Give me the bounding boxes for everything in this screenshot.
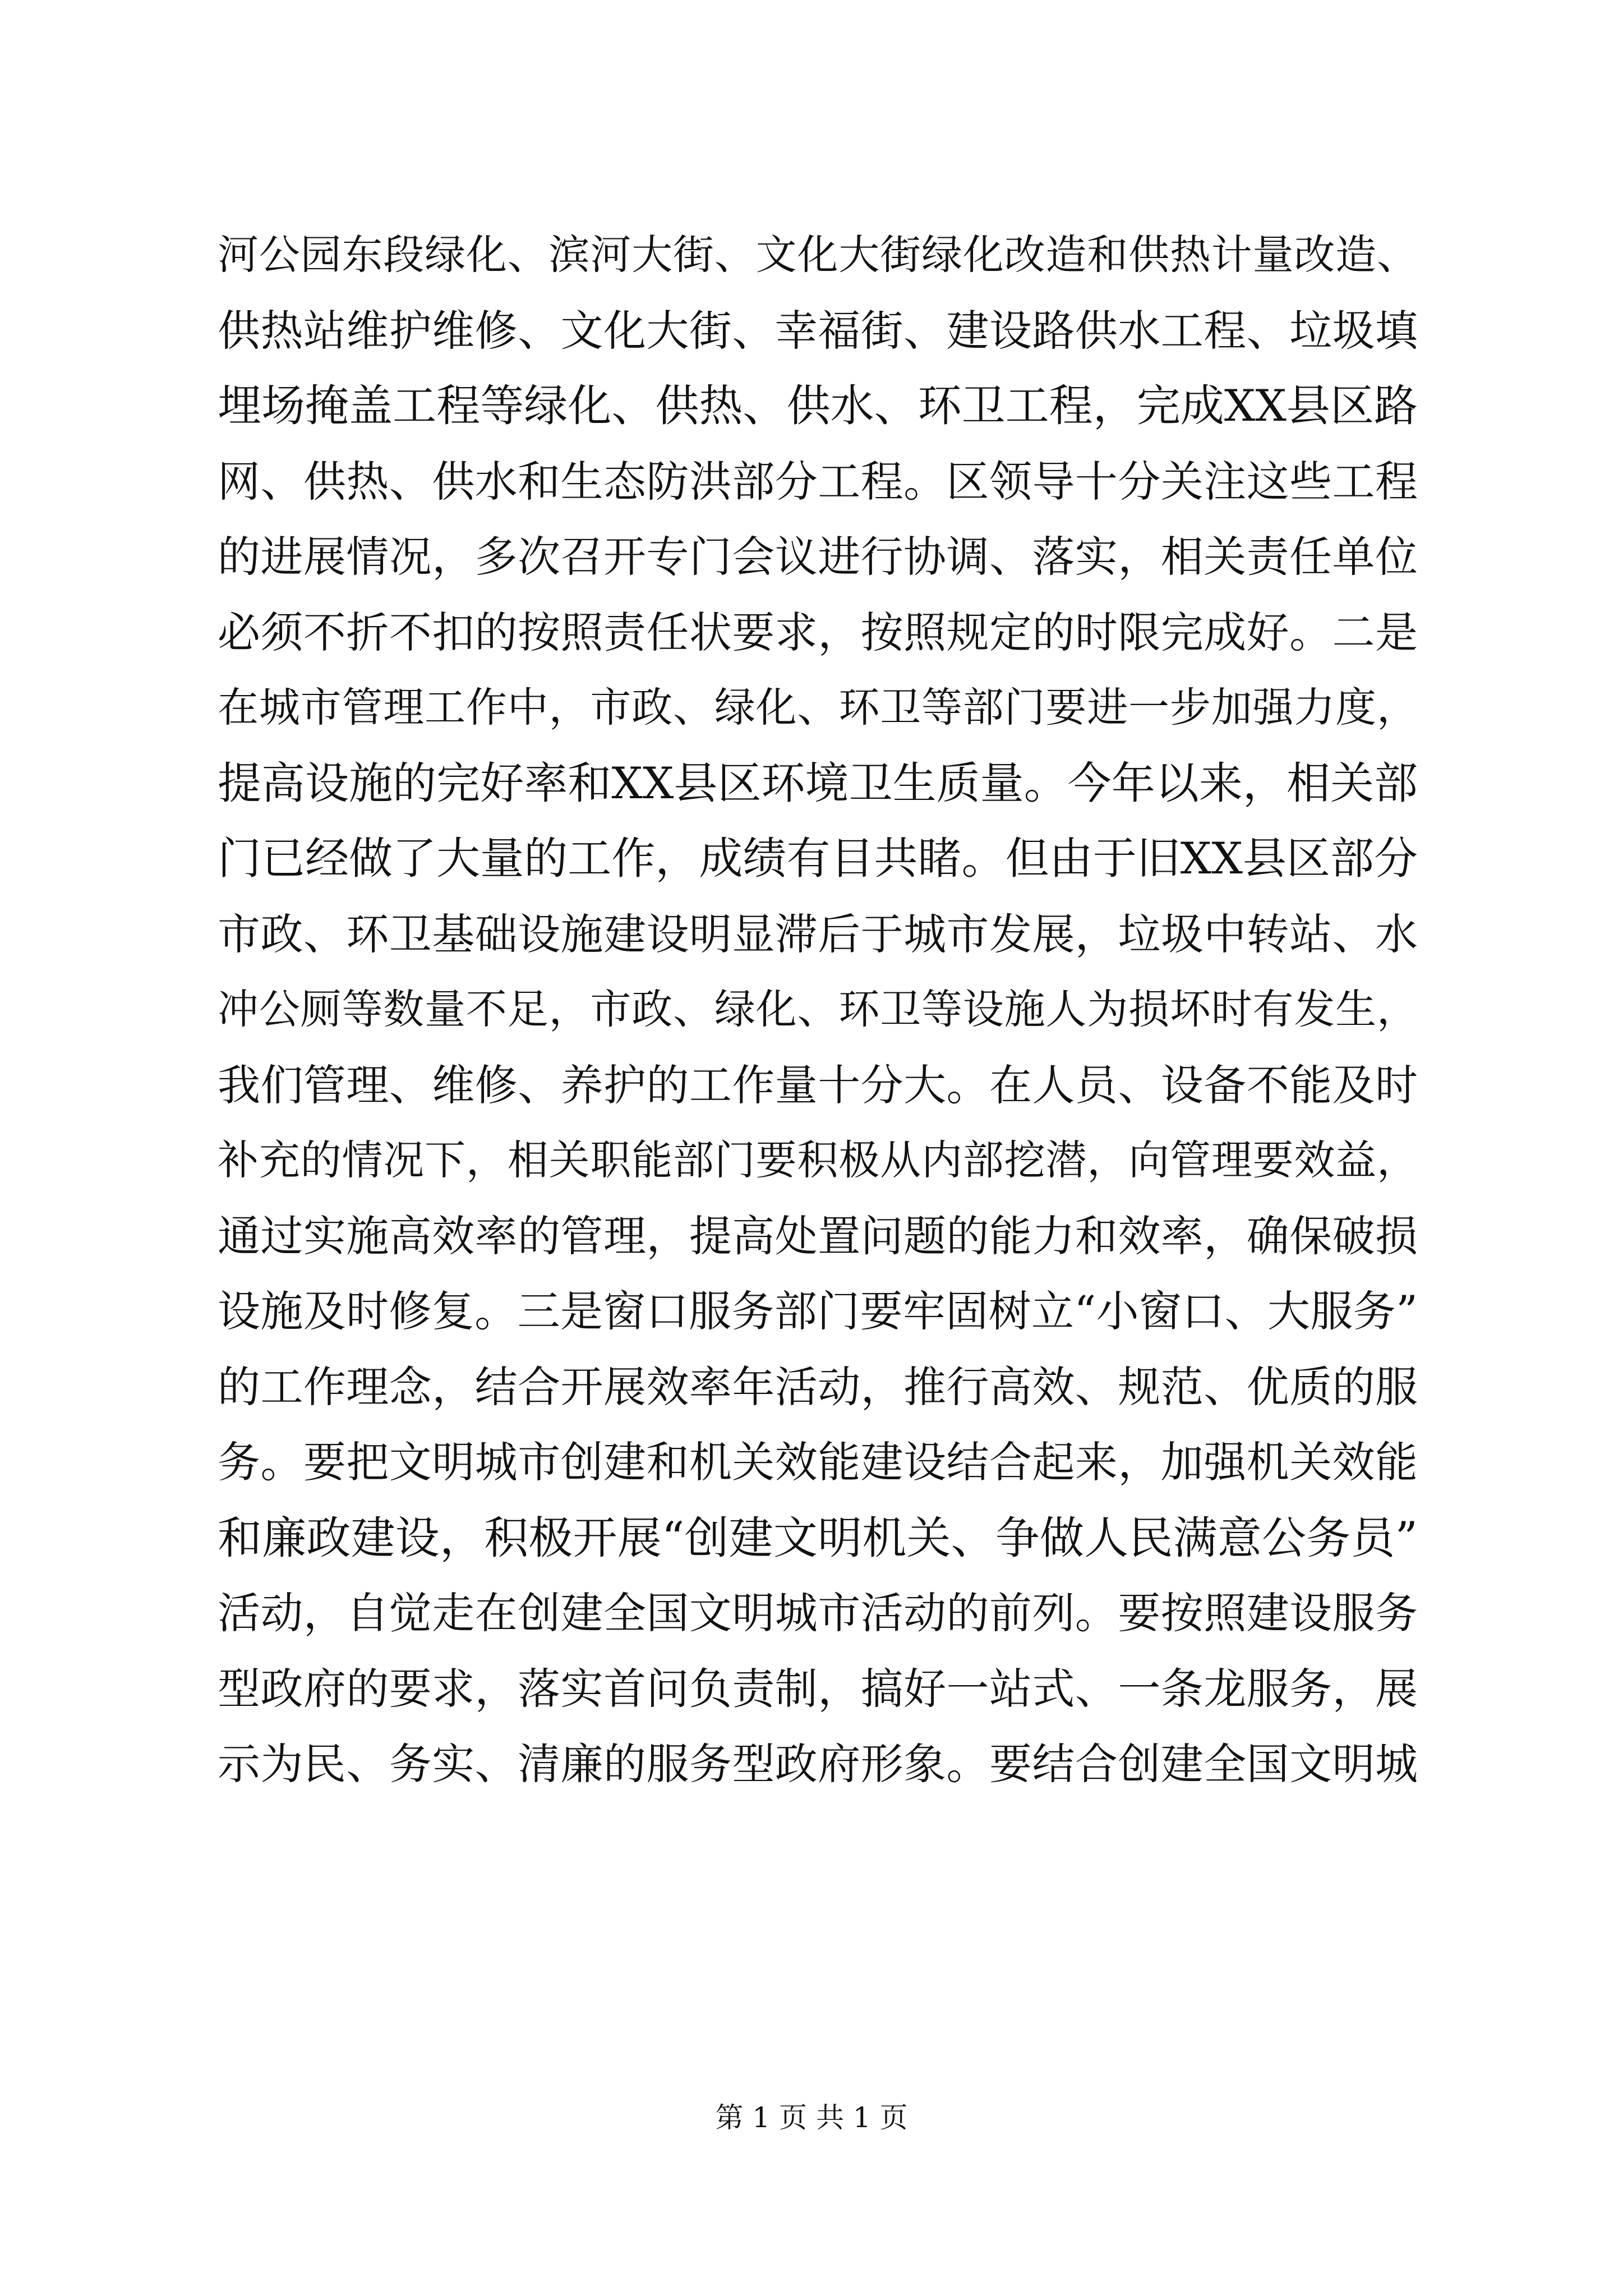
body-line: 务。要把文明城市创建和机关效能建设结合起来，加强机关效能	[218, 1437, 1418, 1487]
body-line: 在城市管理工作中，市政、绿化、环卫等部门要进一步加强力度，	[218, 684, 1418, 731]
body-line: 门已经做了大量的工作，成绩有目共睹。但由于旧XX县区部分	[218, 834, 1418, 884]
body-line: 市政、环卫基础设施建设明显滞后于城市发展，垃圾中转站、水	[218, 909, 1418, 959]
body-line: 补充的情况下，相关职能部门要积极从内部挖潜，向管理要效益，	[218, 1137, 1418, 1184]
body-line: 活动，自觉走在创建全国文明城市活动的前列。要按照建设服务	[218, 1588, 1418, 1638]
body-line: 河公园东段绿化、滨河大街、文化大街绿化改造和供热计量改造、	[218, 231, 1418, 279]
body-line: 的进展情况，多次召开专门会议进行协调、落实，相关责任单位	[218, 532, 1418, 582]
page-number-footer: 第 1 页 共 1 页	[715, 2101, 908, 2134]
body-line: 埋场掩盖工程等绿化、供热、供水、环卫工程，完成XX县区路	[218, 381, 1418, 431]
body-line: 供热站维护维修、文化大街、幸福街、建设路供水工程、垃圾填	[218, 305, 1418, 356]
body-line: 设施及时修复。三是窗口服务部门要牢固树立“小窗口、大服务”	[218, 1286, 1418, 1336]
body-line: 必须不折不扣的按照责任状要求，按照规定的时限完成好。二是	[218, 607, 1418, 657]
body-text	[218, 218, 1418, 1802]
body-line: 提高设施的完好率和XX县区环境卫生质量。今年以来，相关部	[218, 758, 1418, 809]
body-line: 网、供热、供水和生态防洪部分工程。区领导十分关注这些工程	[218, 456, 1418, 507]
body-line: 的工作理念，结合开展效率年活动，推行高效、规范、优质的服	[218, 1361, 1418, 1412]
body-line: 型政府的要求，落实首问负责制，搞好一站式、一条龙服务，展	[218, 1663, 1418, 1714]
body-line: 示为民、务实、清廉的服务型政府形象。要结合创建全国文明城	[218, 1739, 1418, 1789]
body-line: 冲公厕等数量不足，市政、绿化、环卫等设施人为损坏时有发生，	[218, 986, 1418, 1033]
body-line: 通过实施高效率的管理，提高处置问题的能力和效率，确保破损	[218, 1211, 1418, 1261]
body-line: 和廉政建设，积极开展“创建文明机关、争做人民满意公务员”	[218, 1512, 1418, 1564]
body-line: 我们管理、维修、养护的工作量十分大。在人员、设备不能及时	[218, 1060, 1418, 1110]
